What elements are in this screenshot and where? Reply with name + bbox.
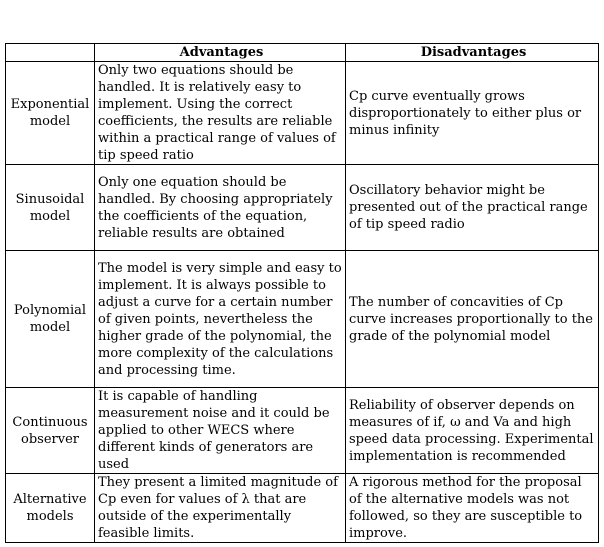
comparison-table	[5, 43, 599, 543]
header-disadvantages: Disadvantages	[346, 44, 599, 62]
advantages-cell: Only one equation should be handled. By choosing appropriately the coefficients of the equation, reliable results are obtained	[95, 165, 346, 251]
table-row	[6, 388, 599, 474]
header-row	[6, 44, 599, 62]
model-name-cell: Alternative models	[6, 474, 95, 543]
model-name-cell: Continuous observer	[6, 388, 95, 474]
table-row	[6, 251, 599, 388]
advantages-cell: They present a limited magnitude of Cp even for values of λ that are outside of the experimentally feasible limits.	[95, 474, 346, 543]
header-advantages: Advantages	[95, 44, 346, 62]
disadvantages-cell: Reliability of observer depends on measures of if, ω and Va and high speed data processing. Experimental implementation is recommended	[346, 388, 599, 474]
model-name-cell: Sinusoidal model	[6, 165, 95, 251]
table-row	[6, 474, 599, 543]
disadvantages-cell: Cp curve eventually grows disproportionately to either plus or minus infinity	[346, 62, 599, 165]
table-row	[6, 62, 599, 165]
disadvantages-cell: The number of concavities of Cp curve increases proportionally to the grade of the polynomial model	[346, 251, 599, 388]
header-blank-cell	[6, 44, 95, 62]
model-name-cell: Polynomial model	[6, 251, 95, 388]
advantages-cell: Only two equations should be handled. It is relatively easy to implement. Using the correct coefficients, the results are reliable within a practical range of values of tip speed ratio	[95, 62, 346, 165]
model-name-cell: Exponential model	[6, 62, 95, 165]
disadvantages-cell: A rigorous method for the proposal of the alternative models was not followed, so they are susceptible to improve.	[346, 474, 599, 543]
advantages-cell: The model is very simple and easy to implement. It is always possible to adjust a curve for a certain number of given points, nevertheless the higher grade of the polynomial, the more complexity of the calculations and processing time.	[95, 251, 346, 388]
advantages-cell: It is capable of handling measurement noise and it could be applied to other WECS where different kinds of generators are used	[95, 388, 346, 474]
table-row	[6, 165, 599, 251]
disadvantages-cell: Oscillatory behavior might be presented out of the practical range of tip speed radio	[346, 165, 599, 251]
